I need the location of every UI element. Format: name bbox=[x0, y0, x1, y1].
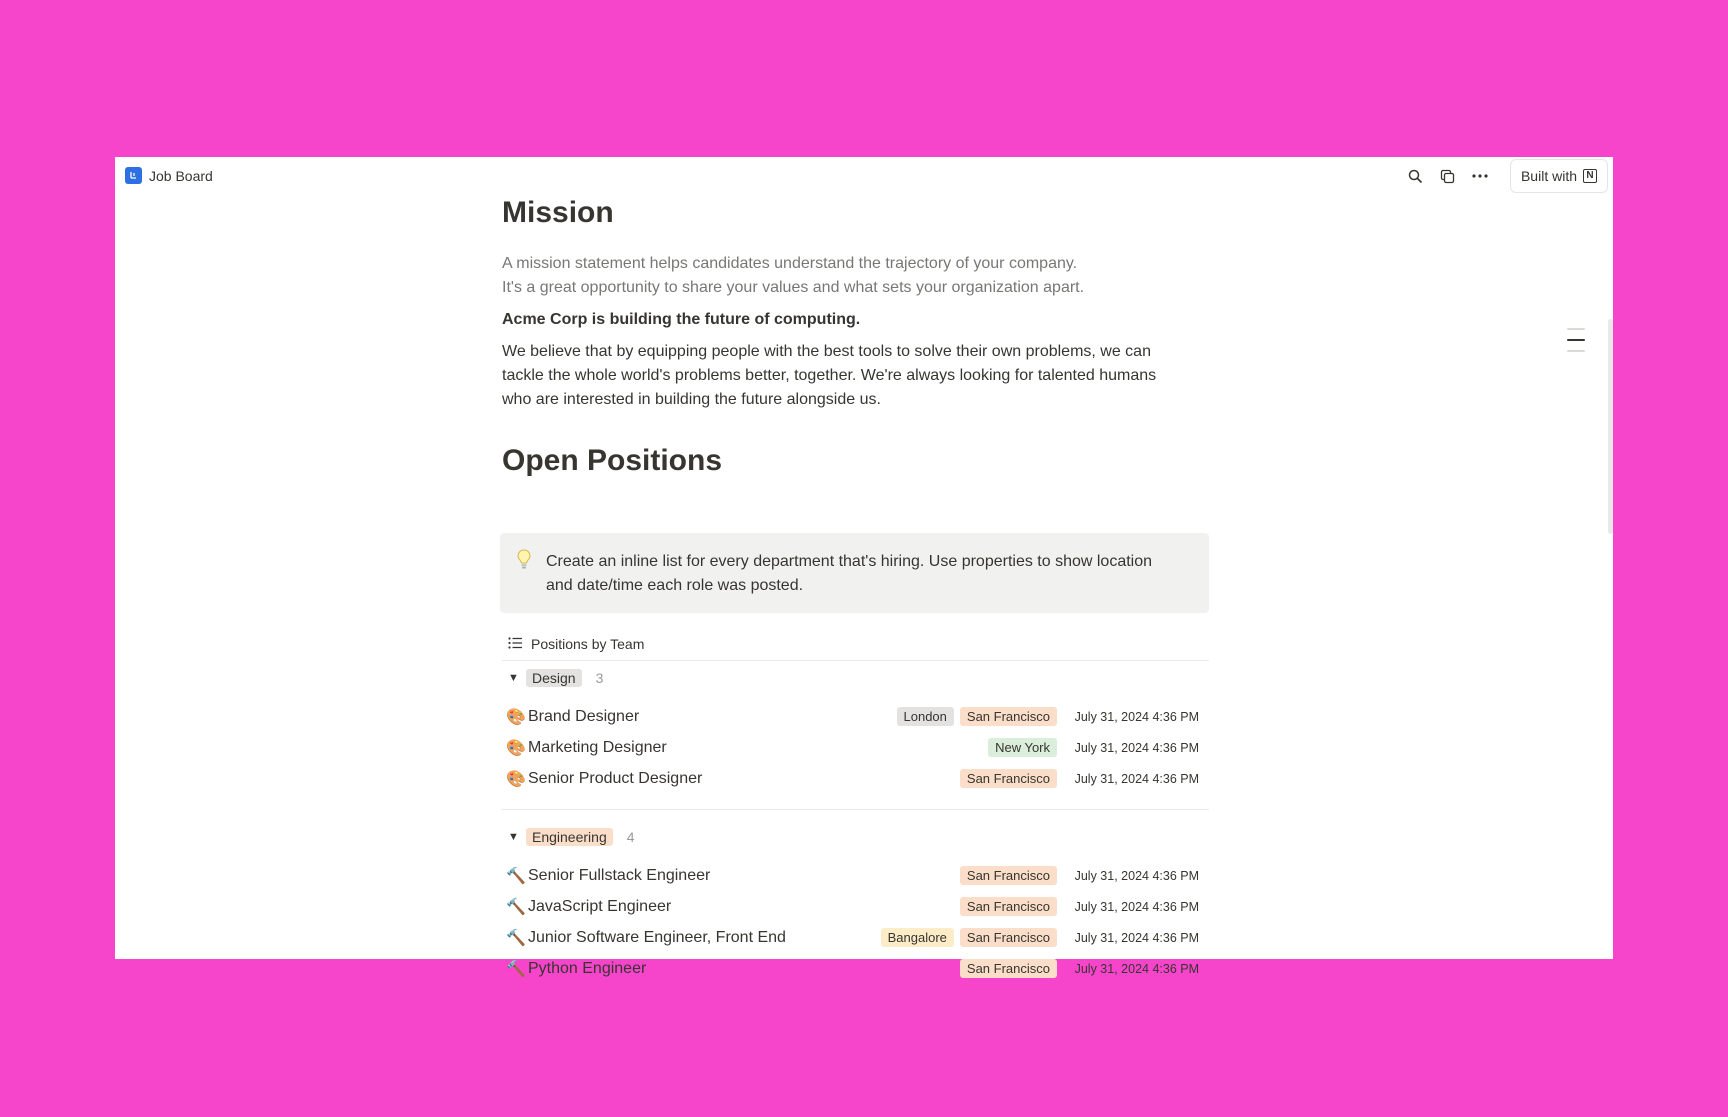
mission-body-line: tackle the whole world's problems better, together. We're always looking for talented humans bbox=[502, 367, 1157, 384]
position-title: Python Engineer bbox=[528, 959, 647, 977]
location-tag: San Francisco bbox=[960, 959, 1057, 978]
group-header[interactable] bbox=[502, 820, 1209, 854]
location-tags bbox=[960, 897, 1057, 916]
location-tag: San Francisco bbox=[960, 866, 1057, 885]
list-item[interactable] bbox=[502, 891, 1209, 922]
location-tags bbox=[960, 866, 1057, 885]
group-engineering bbox=[502, 820, 1209, 984]
location-tag: London bbox=[897, 707, 954, 726]
top-actions bbox=[1406, 159, 1608, 193]
outline-marker bbox=[1567, 328, 1585, 330]
notion-logo-icon: N bbox=[1583, 169, 1597, 183]
list-item[interactable] bbox=[502, 732, 1209, 763]
page-outline[interactable] bbox=[1567, 328, 1585, 361]
hammer-icon: 🔨 bbox=[506, 867, 526, 885]
list-item[interactable] bbox=[502, 763, 1209, 794]
location-tag: New York bbox=[988, 738, 1057, 757]
mission-hint-line: It's a great opportunity to share your values and what sets your organization apart. bbox=[502, 279, 1085, 296]
position-title: JavaScript Engineer bbox=[528, 897, 672, 915]
list-item[interactable] bbox=[502, 922, 1209, 953]
built-with-notion-button[interactable] bbox=[1510, 159, 1608, 193]
built-with-label: Built with bbox=[1520, 168, 1577, 184]
location-tags bbox=[881, 928, 1057, 947]
outline-marker bbox=[1567, 350, 1585, 352]
list-item[interactable] bbox=[502, 860, 1209, 891]
group-label: Design bbox=[526, 669, 582, 687]
collapse-triangle-icon[interactable]: ▼ bbox=[508, 672, 519, 684]
view-tab-label: Positions by Team bbox=[531, 635, 645, 652]
posted-date: July 31, 2024 4:36 PM bbox=[1074, 868, 1199, 883]
page-breadcrumb[interactable] bbox=[125, 167, 213, 184]
location-tags bbox=[960, 769, 1057, 788]
posted-date: July 31, 2024 4:36 PM bbox=[1074, 709, 1199, 724]
position-title: Brand Designer bbox=[528, 707, 640, 725]
hammer-icon: 🔨 bbox=[506, 960, 526, 978]
more-options-icon[interactable] bbox=[1470, 166, 1490, 186]
list-view-icon bbox=[508, 636, 523, 652]
location-tags bbox=[897, 707, 1057, 726]
position-title: Senior Product Designer bbox=[528, 769, 703, 787]
group-design bbox=[502, 661, 1209, 810]
open-positions-heading: Open Positions bbox=[502, 444, 723, 477]
top-bar bbox=[115, 157, 1613, 195]
mission-hint-line: A mission statement helps candidates understand the trajectory of your company. bbox=[502, 255, 1078, 272]
callout-text-line: Create an inline list for every department that's hiring. Use properties to show location bbox=[546, 553, 1153, 570]
location-tags bbox=[960, 959, 1057, 978]
palette-icon: 🎨 bbox=[506, 708, 526, 726]
posted-date: July 31, 2024 4:36 PM bbox=[1074, 961, 1199, 976]
list-item[interactable] bbox=[502, 953, 1209, 984]
mission-body-line: We believe that by equipping people with the best tools to solve their own problems, we can bbox=[502, 343, 1151, 360]
posted-date: July 31, 2024 4:36 PM bbox=[1074, 930, 1199, 945]
job-board-icon bbox=[125, 167, 142, 184]
positions-view-tab[interactable] bbox=[502, 627, 1209, 661]
location-tag: San Francisco bbox=[960, 707, 1057, 726]
page-breadcrumb-title: Job Board bbox=[149, 167, 213, 184]
scrollbar[interactable] bbox=[1608, 319, 1613, 534]
posted-date: July 31, 2024 4:36 PM bbox=[1074, 740, 1199, 755]
callout-block bbox=[500, 533, 1209, 613]
palette-icon: 🎨 bbox=[506, 739, 526, 757]
mission-heading: Mission bbox=[502, 196, 614, 229]
position-title: Marketing Designer bbox=[528, 738, 667, 756]
group-label: Engineering bbox=[526, 828, 613, 846]
hammer-icon: 🔨 bbox=[506, 898, 526, 916]
group-count: 3 bbox=[595, 670, 604, 686]
group-header[interactable] bbox=[502, 661, 1209, 695]
group-count: 4 bbox=[626, 829, 635, 845]
mission-tagline: Acme Corp is building the future of computing. bbox=[502, 311, 861, 328]
search-icon[interactable] bbox=[1406, 166, 1426, 186]
duplicate-icon[interactable] bbox=[1438, 166, 1458, 186]
outline-marker-active bbox=[1567, 339, 1585, 341]
lightbulb-icon bbox=[517, 549, 531, 571]
location-tag: San Francisco bbox=[960, 928, 1057, 947]
group-divider bbox=[502, 809, 1209, 810]
location-tag: San Francisco bbox=[960, 769, 1057, 788]
posted-date: July 31, 2024 4:36 PM bbox=[1074, 771, 1199, 786]
collapse-triangle-icon[interactable]: ▼ bbox=[508, 831, 519, 843]
notion-page-window bbox=[115, 157, 1613, 978]
mission-body-line: who are interested in building the future alongside us. bbox=[502, 391, 881, 408]
palette-icon: 🎨 bbox=[506, 770, 526, 788]
location-tag: San Francisco bbox=[960, 897, 1057, 916]
position-title: Junior Software Engineer, Front End bbox=[528, 928, 786, 946]
location-tags bbox=[988, 738, 1057, 757]
callout-text-line: and date/time each role was posted. bbox=[546, 577, 804, 594]
position-title: Senior Fullstack Engineer bbox=[528, 866, 711, 884]
hammer-icon: 🔨 bbox=[506, 929, 526, 947]
location-tag: Bangalore bbox=[881, 928, 954, 947]
posted-date: July 31, 2024 4:36 PM bbox=[1074, 899, 1199, 914]
list-item[interactable] bbox=[502, 701, 1209, 732]
